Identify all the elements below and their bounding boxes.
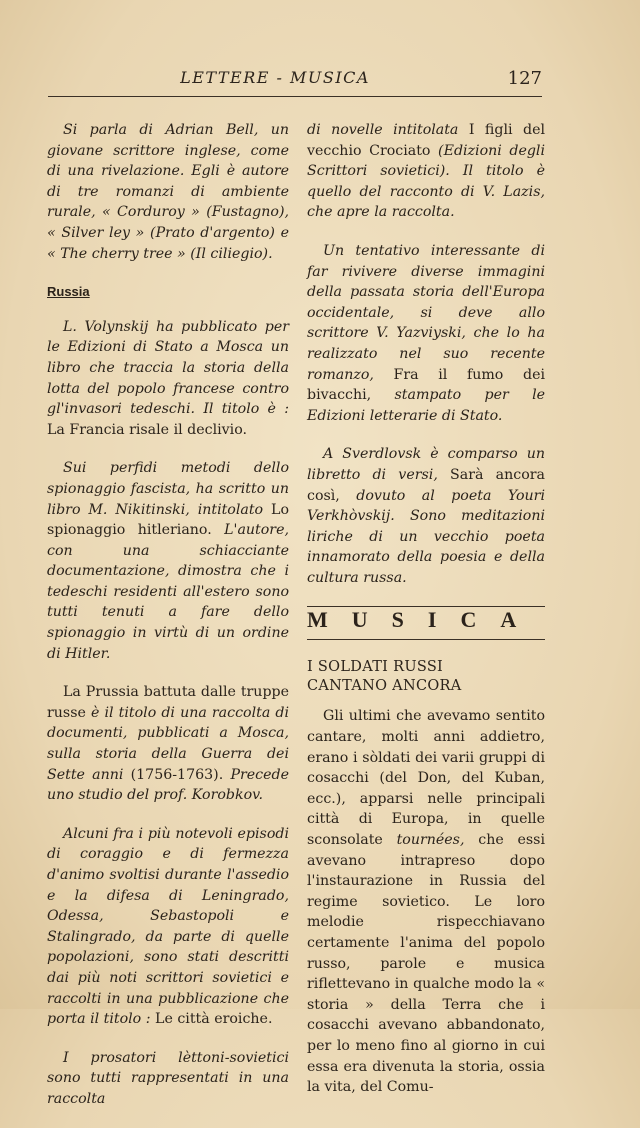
running-title: LETTERE - MUSICA (180, 68, 370, 87)
paragraph-adrian-bell: Si parla di Adrian Bell, un giovane scrittore inglese, come di una rivelazione. Egli è autore di tre romanzi di ambiente rurale, « Corduroy » (Fustagno), « Silver ley » (Prato d'argento) e « The cherry tree » (Il ciliegio). (47, 122, 289, 262)
paragraph-spionaggio: Sui perfidi metodi dello spionaggio fascista, ha scritto un libro M. Nikitinski, intitolato Lo spionaggio hitleriano. L'autore, con una schiacciante documentazione, dimostra che i tedeschi residenti all'estero sono tutti tenuti a fare dello spionaggio in virtù di un ordine di Hitler. (47, 460, 289, 662)
article-heading-line2: CANTANO ANCORA (307, 678, 462, 695)
music-heading: MUSICA (307, 607, 541, 633)
paragraph-prosatori: I prosatori lèttoni-sovietici sono tutti rappresentati in una raccolta (47, 1049, 289, 1107)
article-heading-line1: I SOLDATI RUSSI (307, 659, 444, 676)
right-column (307, 120, 545, 1116)
paragraph-volynskij: L. Volynskij ha pubblicato per le Edizioni di Stato a Mosca un libro che traccia la storia della lotta del popolo francese contro gl'invasori tedeschi. Il titolo è : La Francia risale il declivio. (47, 318, 289, 438)
paragraph-prussia: La Prussia battuta dalle truppe russe è il titolo di una raccolta di documenti, pubblicati a Mosca, sulla storia della Guerra dei Sette anni (1756-1763). Precede uno studio del prof. Korobkov. (47, 684, 289, 804)
page-header (48, 66, 542, 97)
music-section-banner (307, 606, 545, 640)
paragraph-citta-eroiche: Alcuni fra i più notevoli episodi di coraggio e di fermezza d'animo svoltisi durante l'assedio e la difesa di Leningrado, Odessa, Sebastopoli e Stalingrado, da parte di quelle popolazioni, sono stati descritti dai più noti scrittori sovietici e raccolti in una pubblicazione che porta il titolo : Le città eroiche. (47, 825, 289, 1028)
paragraph-yazviyski: Un tentativo interessante di far rivivere diverse immagini della passata storia dell'Europa occidentale, si deve allo scrittore V. Yazviyski, che lo ha realizzato nel suo recente romanzo, Fra il fumo dei bivacchi, stampato per le Edizioni letterarie di Stato. (307, 242, 546, 424)
article-heading (307, 658, 545, 696)
section-heading-russia: Russia (47, 284, 90, 300)
article-body: Gli ultimi che avevamo sentito cantare, molti anni addietro, erano i sòldati dei varii gruppi di cosacchi (del Don, del Kuban, ecc.), apparsi nelle principali città di Europa, in quelle sconsolate tournées, che essi avevano intrapreso dopo l'instaurazione in Russia del regime sovietico. Le loro melodie rispecchiavano certamente l'anima del popolo russo, parole e musica riflettevano in qualche modo la « storia » della Terra che i cosacchi avevano abbandonato, per lo meno fino al giorno in cui essa era divenuta la storia, ossia la vita, del Comu- (307, 708, 545, 1096)
page-number: 127 (507, 68, 542, 89)
left-column (47, 120, 289, 1128)
paragraph-sverdlovsk: A Sverdlovsk è comparso un libretto di versi, Sarà ancora così, dovuto al poeta Youri Verkhòvskij. Sono meditazioni liriche di un vecchio poeta innamorato della poesia e della cultura russa. (307, 446, 545, 586)
paragraph-novelle: di novelle intitolata I figli del vecchio Crociato (Edizioni degli Scrittori sovietici). Il titolo è quello del racconto di V. Lazis, che apre la raccolta. (307, 122, 546, 221)
